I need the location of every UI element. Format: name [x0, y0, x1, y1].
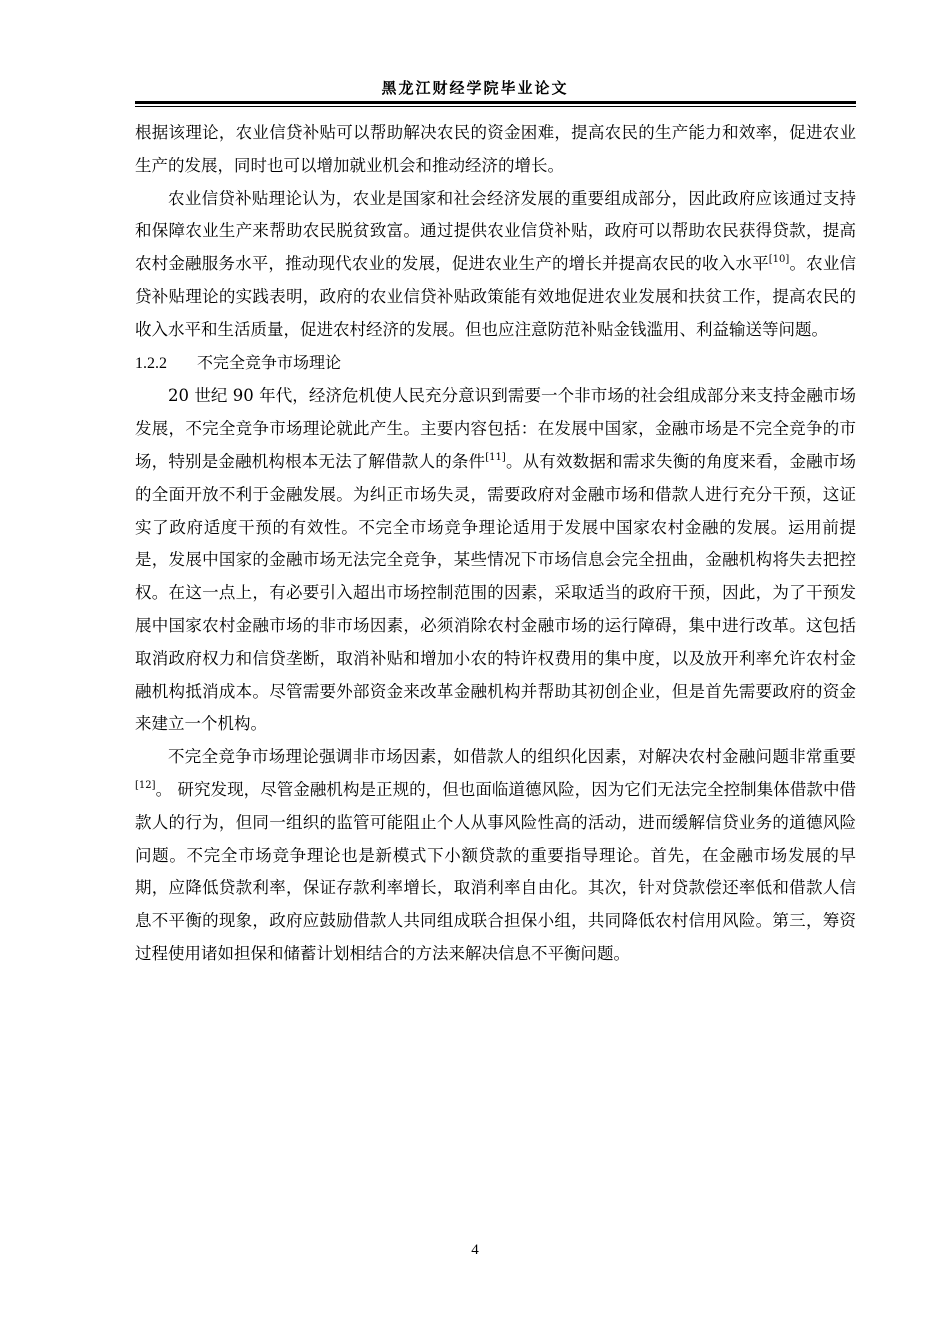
citation-11: [11] — [485, 451, 506, 463]
running-header: 黑龙江财经学院毕业论文 — [381, 79, 569, 97]
body-text — [135, 117, 856, 971]
header-rule-thick — [135, 101, 856, 104]
paragraph-2-text-a: 农业信贷补贴理论认为，农业是国家和社会经济发展的重要组成部分，因此政府应该通过支持和保障农业生产来帮助农民脱贫致富。通过提供农业信贷补贴，政府可以帮助农民获得贷款，提高农村金融服务水平，推动现代农业的发展，促进农业生产的增长并提高农民的收入水平 — [135, 188, 856, 274]
header-rule-thin — [135, 106, 856, 107]
paragraph-2-text-b: 。农业信贷补贴理论的实践表明，政府的农业信贷补贴政策能有效地促进农业发展和扶贫工作，提高农民的收入水平和生活质量，促进农村经济的发展。但也应注意防范补贴金钱滥用、利益输送等问题。 — [135, 254, 857, 339]
section-title: 不完全竞争市场理论 — [197, 352, 342, 372]
paragraph-1: 根据该理论，农业信贷补贴可以帮助解决农民的资金困难，提高农民的生产能力和效率，促进农业生产的发展，同时也可以增加就业机会和推动经济的增长。 — [135, 123, 856, 175]
section-heading — [135, 347, 856, 381]
citation-12: [12] — [135, 779, 156, 791]
paragraph-3 — [135, 380, 856, 741]
paragraph-4 — [135, 741, 856, 971]
paragraph-4-text-b: 。 研究发现，尽管金融机构是正规的，但也面临道德风险，因为它们无法完全控制集体借款中借款人的行为，但同一组织的监管可能阻止个人从事风险性高的活动，进而缓解信贷业务的道德风险问题。不完全市场竞争理论也是新模式下小额贷款的重要指导理论。首先，在金融市场发展的早期，应降低贷款利率，保证存款利率增长，取消利率自由化。其次，针对贷款偿还率低和借款人信息不平衡的现象，政府应鼓励借款人共同组成联合担保小组，共同降低农村信用风险。第三，筹资过程使用诸如担保和储蓄计划相结合的方法来解决信息不平衡问题。 — [135, 779, 856, 963]
page-number: 4 — [471, 1242, 479, 1258]
paragraph-4-text-a: 不完全竞争市场理论强调非市场因素，如借款人的组织化因素，对解决农村金融问题非常重要 — [168, 747, 856, 767]
section-number: 1.2.2 — [135, 354, 167, 372]
paragraph-2 — [135, 183, 856, 347]
citation-10: [10] — [768, 254, 790, 266]
paragraph-3-text-b: 。从有效数据和需求失衡的角度来看，金融市场的全面开放不利于金融发展。为纠正市场失灵，需要政府对金融市场和借款人进行充分干预，这证实了政府适度干预的有效性。不完全市场竞争理论适用于发展中国家农村金融的发展。运用前提是，发展中国家的金融市场无法完全竞争，某些情况下市场信息会完全扭曲，金融机构将失去把控权。在这一点上，有必要引入超出市场控制范围的因素，采取适当的政府干预，因此，为了干预发展中国家农村金融市场的非市场因素，必须消除农村金融市场的运行障碍，集中进行改革。这包括取消政府权力和信贷垄断，取消补贴和增加小农的特许权费用的集中度，以及放开利率允许农村金融机构抵消成本。尽管需要外部资金来改革金融机构并帮助其初创企业，但是首先需要政府的资金来建立一个机构。 — [135, 451, 857, 734]
paragraph-3-text-a: 20 世纪 90 年代，经济危机使人民充分意识到需要一个非市场的社会组成部分来支持金融市场发展，不完全竞争市场理论就此产生。主要内容包括：在发展中国家，金融市场是不完全竞争的市场，特别是金融机构根本无法了解借款人的条件 — [135, 386, 856, 471]
